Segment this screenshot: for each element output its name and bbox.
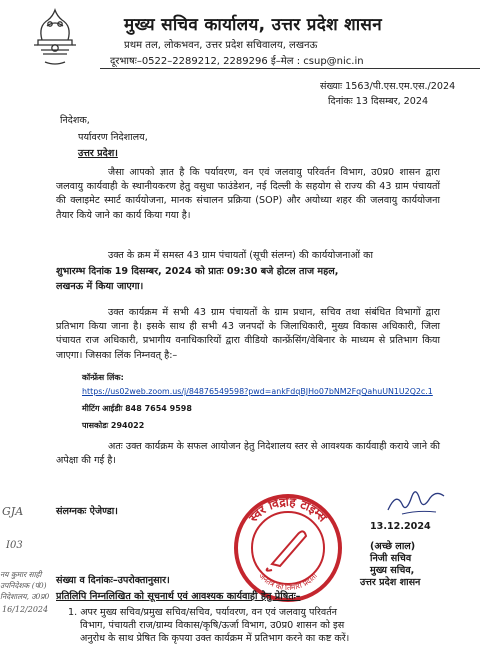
- copy-heading: प्रतिलिपि निम्नलिखित को सूचनार्थ एवं आवश्यक कार्यवाही हेतु प्रेषितः–: [56, 591, 301, 602]
- state-emblem-icon: [14, 4, 96, 72]
- contact-line: दूरभाषः–0522–2289212, 2289296 ई–मेल : csup@nic.in: [110, 56, 364, 67]
- letter-number: संख्याः 1563/पी.एस.एम.एस./2024: [320, 81, 456, 92]
- body-paragraph-2-line-3: लखनऊ में किया जाएगा।: [56, 281, 144, 292]
- margin-note-6: 16/12/2024: [2, 605, 49, 614]
- recipient-line-1: निदेशक,: [60, 115, 90, 126]
- newspaper-stamp-icon: [232, 492, 344, 604]
- signatory-title-1: निजी सचिव: [370, 553, 412, 564]
- closing-paragraph: अतः उक्त कार्यक्रम के सफल आयोजन हेतु निदेशालय स्तर से आवश्यक कार्यवाही कराये जाने की अपेक्षा की गई है।: [56, 441, 440, 467]
- conference-link-label: कॉन्फ्रेंस लिंक:: [82, 373, 124, 382]
- office-title: मुख्य सचिव कार्यालय, उत्तर प्रदेश शासन: [124, 15, 382, 35]
- recipient-line-3: उत्तर प्रदेश।: [78, 148, 118, 159]
- recipient-line-2: पर्यावरण निदेशालय,: [78, 132, 148, 143]
- copy-item-1-line-3: अनुरोध के साथ प्रेषित कि कृपया उक्त कार्यक्रम में प्रतिभाग करने का कष्ट करें।: [80, 633, 350, 644]
- signatory-title-3: उत्तर प्रदेश शासन: [360, 577, 421, 588]
- margin-note-2: I03: [6, 540, 23, 551]
- stamp-top-text: स्वर विद्रोह टाइम्स: [246, 494, 330, 525]
- signatory-title-2: मुख्य सचिव,: [370, 565, 415, 576]
- copy-reference: संख्या व दिनांकः–उपरोक्तानुसार।: [56, 575, 170, 586]
- svg-text:जनतंत्र की तिमारी प्रदाता: [257, 571, 320, 592]
- svg-text:स्वर विद्रोह टाइम्स: [245, 495, 330, 526]
- letter-date: दिनांकः 13 दिसम्बर, 2024: [328, 96, 429, 107]
- signatory-name: (अच्छे लाल): [370, 541, 416, 552]
- signature-date: 13.12.2024: [370, 521, 431, 532]
- zoom-meeting-link[interactable]: https://us02web.zoom.us/j/84876549598?pwd=ankFdqBJHo07bNM2FqQahuUN1U2Q2c.1: [82, 387, 433, 396]
- body-paragraph-2-line-2: शुभारम्भ दिनांक 19 दिसम्बर, 2024 को प्रातः 09:30 बजे होटल ताज महल,: [56, 266, 339, 277]
- body-paragraph-1: जैसा आपको ज्ञात है कि पर्यावरण, वन एवं जलवायु परिवर्तन विभाग, उ0प्र0 शासन द्वारा जलवायु कार्यवाही के स्थानीयकरण हेतु वसुधा फाउंडेशन, नई दिल्ली के सहयोग से राज्य की 43 ग्राम पंचायतों की क्लाइमेट स्मार्ट कार्ययोजना, मानक संचालन प्रक्रिया (SOP) और अयोध्या शहर की जलवायु कार्ययोजना तैयार किये जाने का कार्य किया गया है।: [56, 167, 440, 221]
- office-address: प्रथम तल, लोकभवन, उत्तर प्रदेश सचिवालय, लखनऊ: [124, 40, 318, 51]
- margin-note-1: GJA: [2, 505, 24, 518]
- margin-note-4: उपनिदेशक (पं0): [0, 581, 47, 590]
- body-paragraph-3: उक्त कार्यक्रम में सभी 43 ग्राम पंचायतों के ग्राम प्रधान, सचिव तथा संबंधित विभागों द्वारा प्रतिभाग किया जाना है। इसके साथ ही सभी 43 जनपदों के जिलाधिकारी, मुख्य विकास अधिकारी, जिला पंचायत राज अधिकारी, प्रभागीय वनाधिकारियों द्वारा वीडियो कान्फ्रेंसिंग/वेबिनार के माध्यम से प्रतिभाग किया जाएगा। जिसका लिंक निम्नवत् है:–: [56, 307, 440, 361]
- enclosure-line: संलग्नकः ऐजेण्डा।: [56, 506, 118, 517]
- meeting-id: मीटिंग आईडीः 848 7654 9598: [82, 404, 192, 413]
- copy-item-1-line-2: विभाग, पंचायती राज/ग्राम्य विकास/कृषि/ऊर्जा विभाग, उ0प्र0 शासन को इस: [80, 620, 345, 631]
- signature-scribble-icon: [384, 486, 448, 520]
- header-divider: [100, 68, 480, 69]
- stamp-bottom-text: जनतंत्र की तिमारी प्रदाता: [257, 571, 319, 593]
- margin-note-3: नय कुमार साही: [0, 570, 42, 579]
- body-paragraph-2-line-1: उक्त के क्रम में समस्त 43 ग्राम पंचायतों (सूची संलग्न) की कार्ययोजनाओं का: [108, 250, 373, 261]
- margin-note-5: निदेशालय, उ0प्र0: [0, 592, 50, 601]
- copy-item-1-line-1: 1. अपर मुख्य सचिव/प्रमुख सचिव/सचिव, पर्यावरण, वन एवं जलवायु परिवर्तन: [68, 607, 337, 618]
- passcode: पासकोडः 294022: [82, 421, 145, 430]
